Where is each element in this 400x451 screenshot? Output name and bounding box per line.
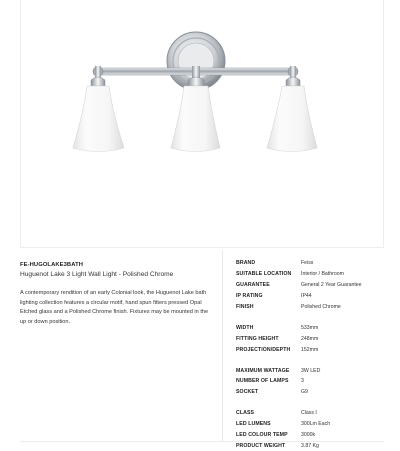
spec-label: WIDTH: [236, 324, 254, 331]
spec-row-lumens: [236, 419, 386, 430]
spec-label: FINISH: [236, 304, 254, 310]
spec-value: G9: [301, 389, 308, 396]
spec-row-guarantee: [236, 280, 386, 291]
spec-value: 152mm: [301, 346, 319, 353]
column-divider: [222, 250, 223, 442]
spec-label: PRODUCT WEIGHT: [236, 442, 286, 449]
spec-row-lamps: [236, 376, 386, 387]
product-info: [20, 262, 220, 327]
spec-value: 533mm: [301, 324, 319, 331]
product-description: A contemporary rendition of an early Colonial look, the Huguenot Lake bath lighting collection features a circular motif, hand spun fitters pressed Opal Etched glass and a Polished Chrome finish. Fixtures may be mounted in the up or down position.: [20, 290, 209, 325]
spec-label: FITTING HEIGHT: [236, 335, 279, 342]
spec-label: GUARANTEE: [236, 282, 270, 289]
spec-label: MAXIMUM WATTAGE: [236, 367, 290, 374]
spec-row-height: [236, 333, 386, 344]
spec-row-ip-rating: [236, 291, 386, 302]
product-sku: FE-HUGOLAKE3BATH: [20, 262, 84, 268]
spec-label: NUMBER OF LAMPS: [236, 378, 289, 385]
spec-label: BRAND: [236, 260, 256, 267]
spec-row-width: [236, 322, 386, 333]
spec-value: 3: [301, 378, 304, 385]
spec-value: Interior / Bathroom: [301, 271, 344, 278]
product-title: Huguenot Lake 3 Light Wall Light - Polished Chrome: [20, 271, 174, 278]
product-image: [20, 0, 384, 248]
spec-row-finish: [236, 302, 386, 313]
spec-label: SUITABLE LOCATION: [236, 271, 292, 278]
spec-row-location: [236, 269, 386, 280]
lamp-right: [267, 66, 317, 152]
spec-label: LED LUMENS: [236, 421, 271, 428]
spec-value: 3000k: [301, 432, 316, 439]
spec-row-wattage: [236, 365, 386, 376]
spec-row-socket: [236, 387, 386, 398]
spec-value: 3.87 Kg: [301, 442, 319, 449]
spec-row-colour-temp: [236, 430, 386, 441]
spec-value: Class I: [301, 410, 317, 417]
spec-row-depth: [236, 344, 386, 355]
spec-label: SOCKET: [236, 389, 259, 396]
spec-row-weight: [236, 440, 386, 451]
lamp-left: [73, 66, 124, 152]
spec-row-brand: [236, 258, 386, 269]
spec-label: IP RATING: [236, 293, 263, 300]
bottom-divider: [20, 441, 384, 442]
spec-value: IP44: [301, 293, 312, 300]
spec-row-class: [236, 408, 386, 419]
spec-value: 300Lm Each: [301, 421, 331, 428]
spec-value: 3W LED: [301, 367, 321, 374]
spec-value: General 2 Year Guarantee: [301, 282, 362, 289]
spec-table: [236, 258, 386, 451]
spec-label: PROJECTION/DEPTH: [236, 346, 291, 353]
spec-value: 248mm: [301, 335, 319, 342]
wall-light-illustration: [21, 0, 385, 248]
spec-label: LED COLOUR TEMP: [236, 432, 288, 439]
spec-value: Polished Chrome: [301, 304, 341, 310]
spec-value: Feiss: [301, 260, 314, 267]
spec-label: CLASS: [236, 410, 255, 417]
